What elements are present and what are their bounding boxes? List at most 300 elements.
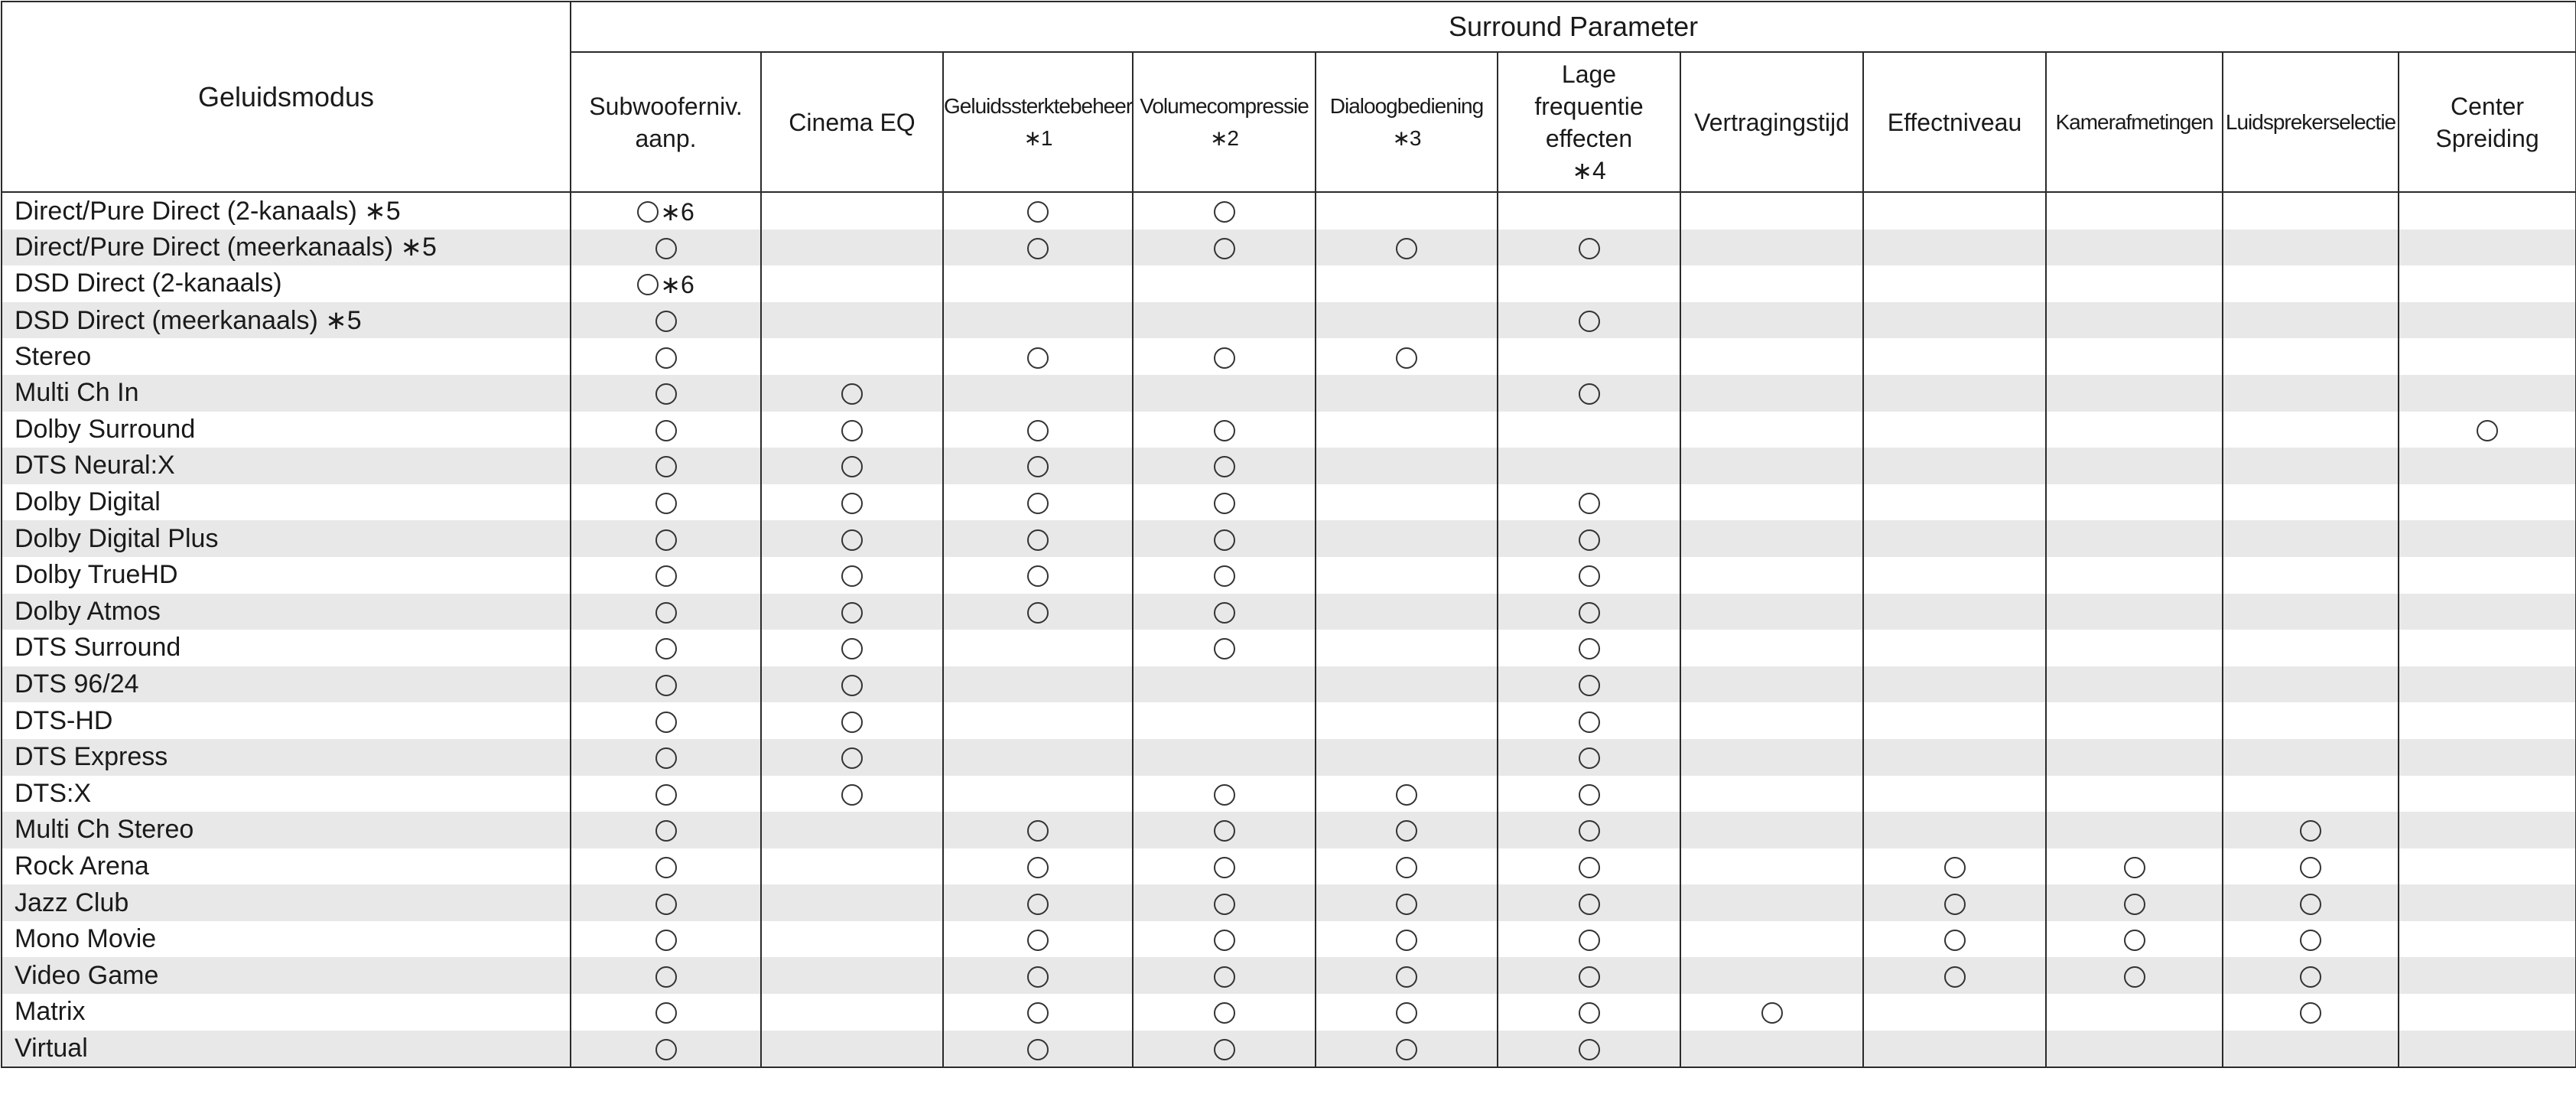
support-cell: [571, 776, 761, 813]
support-cell: [1680, 666, 1863, 703]
support-cell: [1498, 192, 1680, 230]
support-cell: [1133, 520, 1316, 557]
support-cell: [1680, 448, 1863, 484]
supported-circle-icon: [841, 529, 863, 551]
support-cell: [2399, 994, 2576, 1031]
support-cell: [761, 230, 943, 266]
table-row: [2, 921, 2576, 958]
support-cell: [2223, 776, 2399, 813]
supported-circle-icon: [1214, 894, 1235, 915]
table-row: [2, 994, 2576, 1031]
support-cell: [1316, 302, 1498, 339]
support-cell: [1133, 375, 1316, 412]
supported-circle-icon: [1579, 1002, 1600, 1024]
table-body: [2, 192, 2576, 1067]
support-cell: [2223, 1031, 2399, 1068]
support-cell: [1863, 666, 2046, 703]
support-cell: [1498, 594, 1680, 630]
supported-circle-icon: [655, 747, 677, 769]
support-cell: [2223, 484, 2399, 521]
supported-circle-icon: [1579, 820, 1600, 842]
table-row: [2, 520, 2576, 557]
sound-mode-label: DSD Direct (meerkanaals) ∗5: [2, 302, 571, 339]
support-cell: [2399, 921, 2576, 958]
support-cell: [1316, 375, 1498, 412]
support-cell: [943, 448, 1133, 484]
supported-circle-icon: [2124, 930, 2145, 951]
supported-circle-icon: [1027, 347, 1049, 369]
supported-circle-icon: [655, 420, 677, 441]
support-cell: [2223, 702, 2399, 739]
support-cell: [1316, 230, 1498, 266]
supported-circle-icon: [1214, 1002, 1235, 1024]
support-cell: [2223, 957, 2399, 994]
support-cell: [761, 594, 943, 630]
supported-circle-icon: [2300, 820, 2321, 842]
support-cell: [2046, 666, 2223, 703]
table-row: [2, 666, 2576, 703]
support-cell: [1498, 484, 1680, 521]
supported-circle-icon: [637, 201, 659, 223]
support-cell: [1316, 412, 1498, 448]
supported-circle-icon: [841, 638, 863, 659]
sound-mode-label: Direct/Pure Direct (meerkanaals) ∗5: [2, 230, 571, 266]
supported-circle-icon: [1214, 238, 1235, 259]
table-row: [2, 557, 2576, 594]
supported-circle-icon: [655, 675, 677, 696]
support-cell: [2046, 848, 2223, 885]
footnote-mark: ∗6: [660, 197, 694, 226]
supported-circle-icon: [1214, 638, 1235, 659]
supported-circle-icon: [1396, 347, 1417, 369]
support-cell: [1316, 448, 1498, 484]
support-cell: [1316, 1031, 1498, 1068]
support-cell: [571, 375, 761, 412]
table-row: [2, 375, 2576, 412]
support-cell: [1316, 739, 1498, 776]
table-row: [2, 484, 2576, 521]
supported-circle-icon: [655, 1002, 677, 1024]
support-cell: [1133, 921, 1316, 958]
support-cell: [1680, 702, 1863, 739]
support-cell: [571, 957, 761, 994]
support-cell: [2399, 192, 2576, 230]
supported-circle-icon: [1579, 638, 1600, 659]
support-cell: [2399, 702, 2576, 739]
parameter-header-line: Effectniveau: [1887, 108, 2022, 136]
support-cell: [1498, 230, 1680, 266]
support-cell: [2399, 265, 2576, 302]
support-cell: [2223, 265, 2399, 302]
supported-circle-icon: [1027, 966, 1049, 988]
supported-circle-icon: [1396, 930, 1417, 951]
support-cell: [761, 448, 943, 484]
surround-parameter-table: [1, 1, 2576, 1068]
support-cell: [761, 630, 943, 666]
support-cell: [1680, 957, 1863, 994]
supported-circle-icon: [1579, 930, 1600, 951]
support-cell: [761, 338, 943, 375]
support-cell: [2223, 630, 2399, 666]
supported-circle-icon: [1579, 311, 1600, 332]
parameter-header-6: [1680, 52, 1863, 192]
sound-mode-label: Dolby Surround: [2, 412, 571, 448]
support-cell: [2223, 375, 2399, 412]
sound-mode-label: DTS:X: [2, 776, 571, 813]
table-row: [2, 594, 2576, 630]
supported-circle-icon: [655, 930, 677, 951]
support-cell: [1498, 921, 1680, 958]
supported-circle-icon: [1027, 456, 1049, 477]
support-cell: [2046, 557, 2223, 594]
support-cell: [1680, 630, 1863, 666]
support-cell: [2046, 994, 2223, 1031]
table-row: [2, 957, 2576, 994]
support-cell: [761, 192, 943, 230]
supported-circle-icon: [1944, 857, 1966, 878]
supported-circle-icon: [2124, 894, 2145, 915]
supported-circle-icon: [1027, 1039, 1049, 1060]
support-cell: [1498, 994, 1680, 1031]
support-cell: [2399, 739, 2576, 776]
supported-circle-icon: [1579, 493, 1600, 514]
supported-circle-icon: [841, 675, 863, 696]
parameter-header-line: frequentie: [1534, 92, 1644, 120]
support-cell: [943, 957, 1133, 994]
supported-circle-icon: [655, 238, 677, 259]
sound-mode-label: Dolby TrueHD: [2, 557, 571, 594]
support-cell: [1498, 848, 1680, 885]
supported-circle-icon: [1396, 820, 1417, 842]
support-cell: [943, 338, 1133, 375]
support-cell: [1498, 557, 1680, 594]
support-cell: [2046, 302, 2223, 339]
parameter-header-line: ∗3: [1392, 125, 1421, 150]
support-cell: [571, 594, 761, 630]
support-cell: [761, 921, 943, 958]
support-cell: [571, 1031, 761, 1068]
table-row: [2, 338, 2576, 375]
support-cell: [761, 1031, 943, 1068]
support-cell: [761, 957, 943, 994]
support-cell: [1133, 884, 1316, 921]
supported-circle-icon: [1579, 529, 1600, 551]
sound-mode-label: Direct/Pure Direct (2-kanaals) ∗5: [2, 192, 571, 230]
supported-circle-icon: [655, 493, 677, 514]
supported-circle-icon: [841, 383, 863, 405]
support-cell: [571, 630, 761, 666]
support-cell: [761, 557, 943, 594]
sound-mode-label: Dolby Digital Plus: [2, 520, 571, 557]
support-cell: [1316, 848, 1498, 885]
support-cell: [2223, 921, 2399, 958]
support-cell: [2223, 884, 2399, 921]
supported-circle-icon: [655, 529, 677, 551]
support-cell: [2399, 412, 2576, 448]
support-cell: [1316, 776, 1498, 813]
support-cell: [2223, 739, 2399, 776]
table-row: [2, 776, 2576, 813]
support-cell: [2399, 884, 2576, 921]
supported-circle-icon: [1579, 712, 1600, 733]
support-cell: [2399, 484, 2576, 521]
support-cell: [2223, 448, 2399, 484]
support-cell: [1863, 739, 2046, 776]
sound-mode-label: Rock Arena: [2, 848, 571, 885]
support-cell: [1133, 594, 1316, 630]
support-cell: [943, 520, 1133, 557]
support-cell: [943, 265, 1133, 302]
support-cell: [2223, 812, 2399, 848]
parameter-header-line: Cinema EQ: [789, 108, 916, 136]
support-cell: [2223, 594, 2399, 630]
table-row: [2, 702, 2576, 739]
support-cell: [1680, 520, 1863, 557]
support-cell: [761, 848, 943, 885]
supported-circle-icon: [655, 638, 677, 659]
supported-circle-icon: [1027, 857, 1049, 878]
support-cell: [571, 484, 761, 521]
support-cell: [2399, 812, 2576, 848]
supported-circle-icon: [1027, 1002, 1049, 1024]
supported-circle-icon: [1396, 238, 1417, 259]
support-cell: [761, 666, 943, 703]
support-cell: [943, 302, 1133, 339]
support-cell: [1316, 484, 1498, 521]
support-cell: [1680, 338, 1863, 375]
sound-mode-label: Matrix: [2, 994, 571, 1031]
supported-circle-icon: [1214, 529, 1235, 551]
support-cell: [943, 666, 1133, 703]
support-cell: [1863, 338, 2046, 375]
sound-mode-label: Virtual: [2, 1031, 571, 1068]
sound-mode-label: DTS 96/24: [2, 666, 571, 703]
support-cell: [1498, 630, 1680, 666]
support-cell: [2046, 594, 2223, 630]
support-cell: [943, 812, 1133, 848]
parameter-header-line: aanp.: [635, 124, 697, 152]
sound-mode-label: Stereo: [2, 338, 571, 375]
sound-mode-label: Dolby Digital: [2, 484, 571, 521]
support-cell: [1133, 666, 1316, 703]
supported-circle-icon: [1761, 1002, 1783, 1024]
support-cell: [1680, 230, 1863, 266]
table-row: [2, 848, 2576, 885]
support-cell: [1680, 302, 1863, 339]
support-cell: [2399, 630, 2576, 666]
parameter-header-0: [571, 52, 761, 192]
support-cell: [2046, 702, 2223, 739]
support-cell: [571, 921, 761, 958]
support-cell: [943, 630, 1133, 666]
support-cell: [571, 302, 761, 339]
support-cell: [1133, 557, 1316, 594]
supported-circle-icon: [1214, 493, 1235, 514]
support-cell: [1316, 557, 1498, 594]
supported-circle-icon: [1214, 602, 1235, 624]
support-cell: [2046, 375, 2223, 412]
parameter-header-line: Lage: [1561, 60, 1617, 88]
support-cell: [2046, 812, 2223, 848]
support-cell: [1316, 630, 1498, 666]
support-cell: [1680, 812, 1863, 848]
support-cell: [2223, 848, 2399, 885]
support-cell: [1863, 594, 2046, 630]
support-cell: [571, 448, 761, 484]
supported-circle-icon: [655, 784, 677, 806]
support-cell: [2399, 776, 2576, 813]
support-cell: [943, 994, 1133, 1031]
support-cell: [1133, 702, 1316, 739]
support-cell: [2046, 776, 2223, 813]
support-cell: [1863, 848, 2046, 885]
parameter-header-3: [1133, 52, 1316, 192]
table-row: [2, 1031, 2576, 1068]
supported-circle-icon: [1579, 383, 1600, 405]
support-cell: [1316, 702, 1498, 739]
support-cell: [1498, 739, 1680, 776]
supported-circle-icon: [1579, 565, 1600, 587]
support-cell: [1133, 957, 1316, 994]
support-cell: [1133, 448, 1316, 484]
supported-circle-icon: [655, 347, 677, 369]
support-cell: [1498, 448, 1680, 484]
supported-circle-icon: [1027, 602, 1049, 624]
support-cell: [1316, 884, 1498, 921]
supported-circle-icon: [841, 456, 863, 477]
support-cell: [1863, 302, 2046, 339]
support-cell: [761, 812, 943, 848]
support-cell: [1680, 921, 1863, 958]
parameter-header-line: Center: [2451, 92, 2525, 120]
support-cell: [2223, 412, 2399, 448]
support-cell: [2223, 302, 2399, 339]
support-cell: [2399, 666, 2576, 703]
support-cell: [943, 1031, 1133, 1068]
parameter-header-line: Subwooferniv.: [589, 92, 743, 120]
support-cell: [1316, 265, 1498, 302]
sound-mode-label: Dolby Atmos: [2, 594, 571, 630]
support-cell: [571, 338, 761, 375]
support-cell: [571, 666, 761, 703]
parameter-header-9: [2223, 52, 2399, 192]
support-cell: [1863, 630, 2046, 666]
support-cell: [1498, 957, 1680, 994]
supported-circle-icon: [655, 712, 677, 733]
parameter-header-line: Dialoogbediening: [1329, 93, 1484, 118]
support-cell: [2223, 338, 2399, 375]
supported-circle-icon: [2477, 420, 2498, 441]
support-cell: [1863, 484, 2046, 521]
supported-circle-icon: [1214, 201, 1235, 223]
supported-circle-icon: [1579, 857, 1600, 878]
support-cell: [943, 702, 1133, 739]
table-row: [2, 412, 2576, 448]
supported-circle-icon: [1214, 1039, 1235, 1060]
sound-mode-label: DSD Direct (2-kanaals): [2, 265, 571, 302]
support-cell: [761, 994, 943, 1031]
support-cell: [2399, 448, 2576, 484]
support-cell: [943, 375, 1133, 412]
supported-circle-icon: [655, 456, 677, 477]
support-cell: [571, 412, 761, 448]
supported-circle-icon: [1944, 966, 1966, 988]
support-cell: [2046, 1031, 2223, 1068]
support-cell: [2223, 520, 2399, 557]
supported-circle-icon: [1027, 894, 1049, 915]
support-cell: [1316, 520, 1498, 557]
supported-circle-icon: [655, 565, 677, 587]
parameter-header-10: [2399, 52, 2576, 192]
support-cell: [571, 994, 761, 1031]
table-row: [2, 230, 2576, 266]
support-cell: [1863, 884, 2046, 921]
support-cell: [1680, 848, 1863, 885]
support-cell: [2399, 375, 2576, 412]
support-cell: [1863, 921, 2046, 958]
support-cell: [1498, 666, 1680, 703]
supported-circle-icon: [1396, 966, 1417, 988]
table-row: [2, 265, 2576, 302]
support-cell: [943, 921, 1133, 958]
parameter-header-1: [761, 52, 943, 192]
support-cell: [2399, 520, 2576, 557]
support-cell: [1498, 776, 1680, 813]
supported-circle-icon: [1027, 238, 1049, 259]
support-cell: [2046, 338, 2223, 375]
support-cell: [1133, 994, 1316, 1031]
supported-circle-icon: [1396, 784, 1417, 806]
mode-column-header: Geluidsmodus: [2, 2, 571, 192]
support-cell: [1498, 702, 1680, 739]
support-cell: [943, 848, 1133, 885]
support-cell: [2046, 448, 2223, 484]
support-cell: [2223, 557, 2399, 594]
supported-circle-icon: [1214, 456, 1235, 477]
supported-circle-icon: [841, 712, 863, 733]
support-cell: [2223, 192, 2399, 230]
support-cell: [1316, 921, 1498, 958]
footnote-mark: ∗6: [660, 270, 694, 298]
supported-circle-icon: [655, 1039, 677, 1060]
supported-circle-icon: [1579, 894, 1600, 915]
support-cell: [1863, 957, 2046, 994]
support-cell: [943, 884, 1133, 921]
support-cell: [1316, 812, 1498, 848]
support-cell: [571, 192, 761, 230]
support-cell: [571, 265, 761, 302]
support-cell: [1133, 192, 1316, 230]
support-cell: [943, 594, 1133, 630]
supported-circle-icon: [1214, 784, 1235, 806]
supported-circle-icon: [1027, 565, 1049, 587]
support-cell: [1863, 412, 2046, 448]
support-cell: [1316, 338, 1498, 375]
support-cell: [2399, 594, 2576, 630]
support-cell: [2399, 957, 2576, 994]
support-cell: [2046, 265, 2223, 302]
supported-circle-icon: [841, 493, 863, 514]
supported-circle-icon: [1214, 857, 1235, 878]
support-cell: [943, 412, 1133, 448]
supported-circle-icon: [1396, 1039, 1417, 1060]
support-cell: [1316, 666, 1498, 703]
support-cell: [2046, 739, 2223, 776]
support-cell: [571, 557, 761, 594]
support-cell: [1316, 957, 1498, 994]
support-cell: [943, 739, 1133, 776]
support-cell: [1316, 594, 1498, 630]
